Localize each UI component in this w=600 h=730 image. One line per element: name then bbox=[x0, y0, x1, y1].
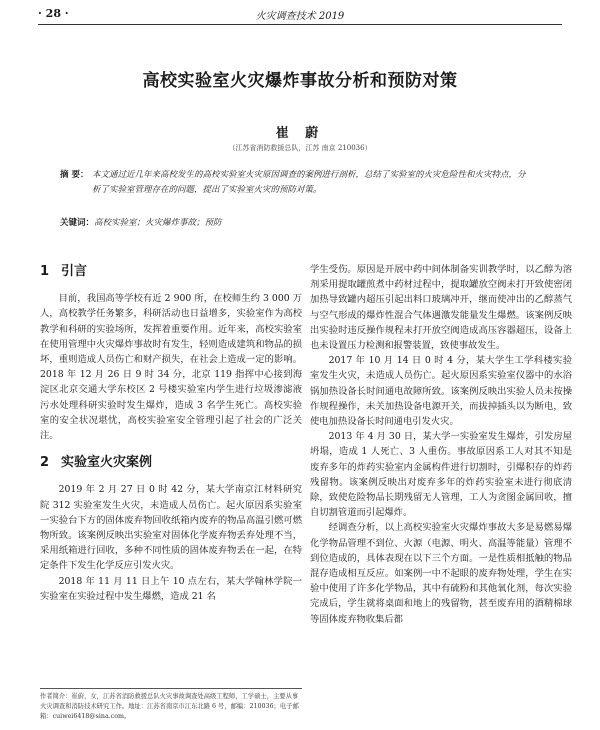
section-number: 1 bbox=[40, 264, 50, 279]
keywords-text: 高校实验室；火灾爆炸事故；预防 bbox=[94, 218, 222, 228]
paragraph: 2017 年 10 月 14 日 0 时 4 分，某大学生工学科楼实验室发生火灾，未造成人员伤亡。起火原因系实验室仪器中的水浴锅加热设备长时间通电故障所致。该案例反映出实验人员未按操作规程操作，未关加热设备电源开关，而拔掉插头以为断电，致使电加热设备长时间通电引发火灾。 bbox=[310, 355, 572, 428]
running-header bbox=[38, 4, 562, 25]
author-name: 崔 蔚 bbox=[275, 126, 325, 141]
keywords bbox=[60, 216, 530, 231]
paragraph: 2018 年 11 月 11 日上午 10 点左右，某大学翰林学院一实验室在实验过程中发生爆燃，造成 21 名 bbox=[40, 575, 302, 602]
paragraph: 2019 年 2 月 27 日 0 时 42 分，某大学南京江材料研究院 312 实验室发生火灾，未造成人员伤亡。起火原因系实验室一实验台下方的固体废弃物回收纸箱内废弃的物品高温引燃可燃物所致。该案例反映出实验室对固体化学废弃物丢弃处理不当，采用纸箱进行回收，多种不同性质的固体废弃物丢在一起，在特定条件下发生化学反应引发火灾。 bbox=[40, 484, 302, 572]
section-number: 2 bbox=[40, 455, 50, 471]
author-footnote: 作者简介：崔蔚，女，江苏省消防救援总队火灾事故调查处高级工程师，工学硕士，主要从事火灾调查和消防技术研究工作。地址：江苏省南京市江东北路 6 号，邮编：210036；电子邮箱：cuiwei6418@sina.com。 bbox=[40, 688, 302, 722]
section-heading bbox=[40, 264, 302, 279]
left-column bbox=[40, 252, 302, 604]
section-heading bbox=[40, 455, 302, 470]
keywords-label: 关键词： bbox=[60, 218, 95, 228]
journal-title: 火灾调查技术 2019 bbox=[255, 11, 345, 22]
section-title: 引言 bbox=[61, 264, 88, 279]
abstract-text: 本文通过近几年来高校发生的高校实验室火灾原因调查的案例进行剖析，总结了实验室的火灾危险性和火灾特点，分析了实验室管理存在的问题，提出了实验室火灾的预防对策。 bbox=[92, 170, 526, 195]
paragraph: 学生受伤。原因是开展中药中间体制备实训教学时，以乙醇为溶剂采用提取罐煎煮中药材过程中，提取罐放空阀未打开致使密闭加热导致罐内超压引起出料口玻璃冲开，继而使冲出的乙醇蒸气与空气形成的爆炸性混合气体遇激发能量发生爆燃。该案例反映出实验时违反操作规程未打开放空阀造成高压容器超压，设备上也未设置压力检测和报警装置，致使事故发生。 bbox=[310, 264, 572, 352]
paragraph: 经调查分析，以上高校实验室火灾爆炸事故大多是易燃易爆化学物品管理不到位、火源（电源、明火、高温等能量）管理不到位造成的，具体表现在以下三个方面。一是性质相抵触的物品混存造成相互反应。如案例一中不起眼的废弃物处理，学生在实验中使用了许多化学物品，其中有硫粉和其他氧化剂，每次实验完成后，学生就将桌面和地上的残留物，甚至废弃用的酒精棉球等固体废弃物收集后都 bbox=[310, 522, 572, 625]
abstract bbox=[60, 168, 530, 198]
author-affiliation: （江苏省消防救援总队，江苏 南京 210036） bbox=[228, 144, 372, 152]
right-column bbox=[310, 262, 572, 627]
abstract-label: 摘 要： bbox=[60, 170, 89, 180]
article-title: 高校实验室火灾爆炸事故分析和预防对策 bbox=[142, 71, 458, 91]
paragraph: 目前，我国高等学校有近 2 900 所，在校师生约 3 000 万人，高校教学任务繁多，科研活动也日益增多，实验室作为高校教学和科研的实验场所，发挥着重要作用。近年来，高校实验室在使用管理中火灾爆炸事故时有发生，轻则造成建筑和物品的损坏，重则造成人员伤亡和财产损失，在社会上造成一定的影响。2018 年 12 月 26 日 9 时 34 分，北京 119 指挥中心接到海淀区北京交通大学东校区 2 号楼实验室内学生进行垃圾渗滤液污水处理科研实验时发生爆炸，造成 3 名学生死亡。高校实验室的安全状况堪忧，高校实验室安全管理引起了社会的广泛关注。 bbox=[40, 293, 302, 442]
page-number: · 28 · bbox=[38, 7, 69, 20]
paragraph: 2013 年 4 月 30 日，某大学一实验室发生爆炸，引发房屋坍塌，造成 1 人死亡、3 人重伤。事故原因系工人对其不知是废弃多年的炸药实验室内金属构件进行切割时，引爆积存的炸药残留物。该案例反映出对废弃多年的炸药实验室未进行彻底清除，致使危险物品长期残留无人管理，工人为贪图金属回收，擅自切割管道而引起爆炸。 bbox=[310, 431, 572, 519]
section-title: 实验室火灾案例 bbox=[61, 455, 153, 471]
